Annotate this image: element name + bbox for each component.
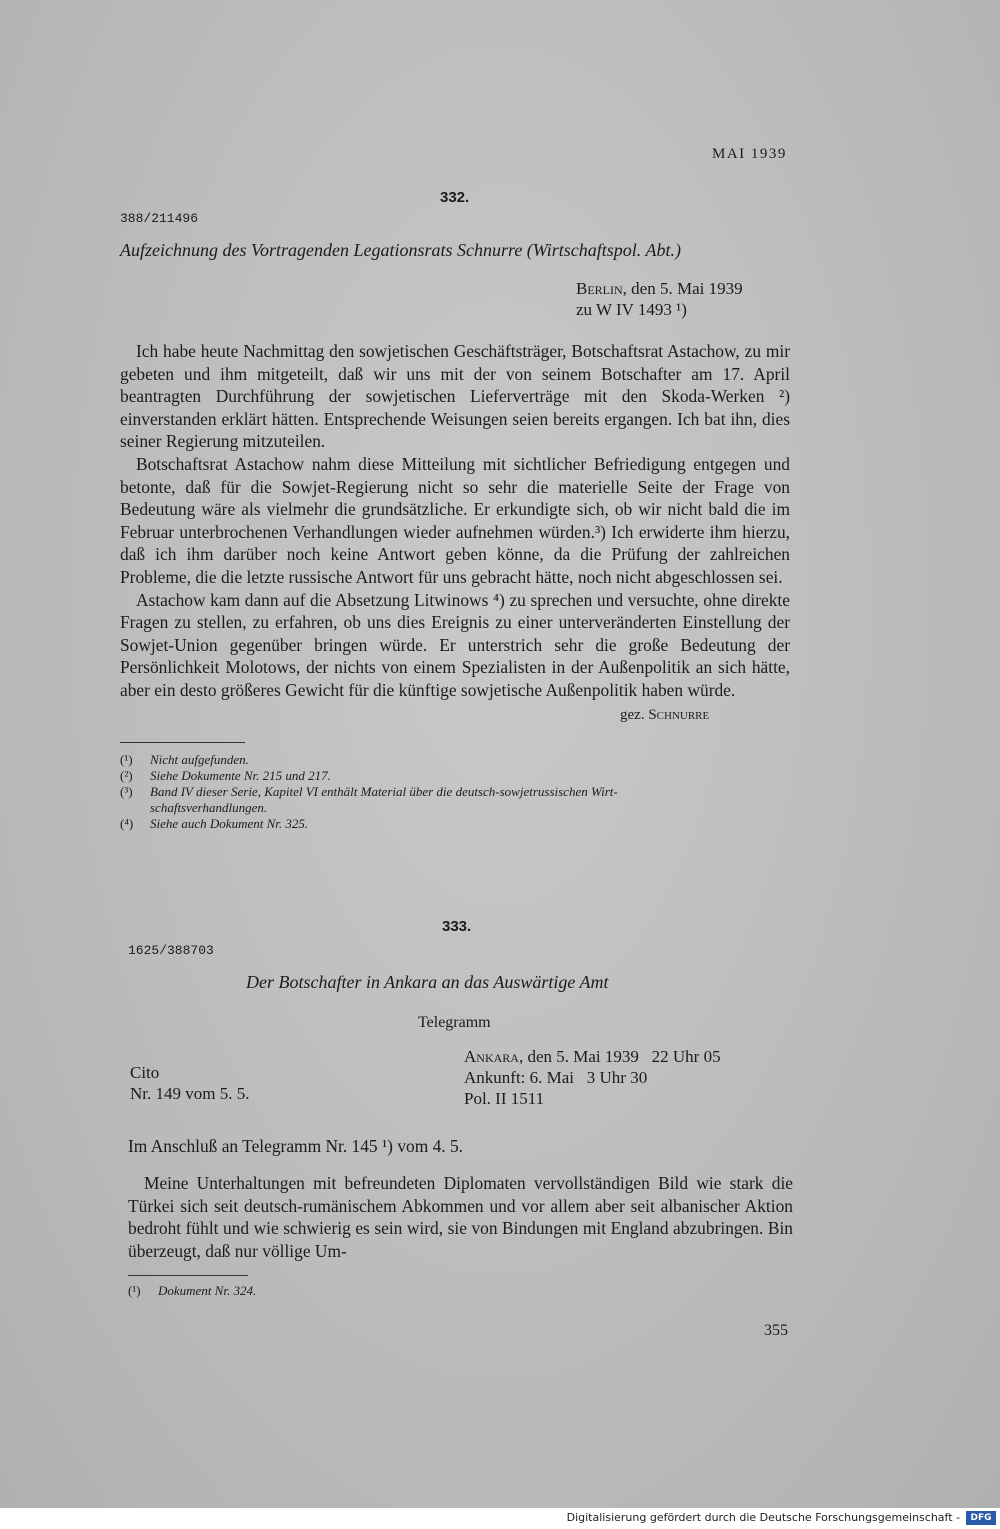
place-date: , den 5. Mai 1939 [622, 279, 743, 298]
footnote-divider [120, 742, 245, 743]
priority-cito: Cito [130, 1063, 160, 1082]
document-type: Telegramm [418, 1014, 491, 1031]
footnote-2: (²) Siehe Dokumente Nr. 215 und 217. [120, 768, 331, 783]
dfg-credit: Digitalisierung gefördert durch die Deutsche Forschungsgemeinschaft - [566, 1511, 960, 1524]
page-number: 355 [764, 1322, 788, 1339]
signature-name: Schnurre [648, 707, 710, 723]
footnote-3: (³) Band IV dieser Serie, Kapitel VI enthält Material über die deutsch-sowjetrussischen Wirt- [120, 784, 618, 799]
place-city: Ankara [464, 1047, 519, 1066]
document-title-332: Aufzeichnung des Vortragenden Legationsrats Schnurre (Wirtschaftspol. Abt.) [120, 240, 681, 260]
document-title-333: Der Botschafter in Ankara an das Auswärtige Amt [246, 972, 609, 992]
footnotes-333 [128, 1283, 528, 1299]
telegram-priority [130, 1062, 249, 1104]
footnote-3-continuation: schaftsverhandlungen. [150, 800, 268, 815]
archive-reference-332: 388/211496 [120, 211, 199, 226]
document-number-332: 332. [440, 189, 470, 206]
body-text-333 [128, 1172, 793, 1262]
footnote-4: (⁴) Siehe auch Dokument Nr. 325. [120, 816, 309, 831]
pol-reference: Pol. II 1511 [464, 1089, 545, 1108]
dfg-logo: DFG [966, 1511, 996, 1525]
paragraph: Botschaftsrat Astachow nahm diese Mitteilung mit sichtlicher Befriedigung entgegen und betonte, daß für die Sowjet-Regierung nicht so sehr die materielle Seite der Frage von Bedeutung wäre als vielmehr die grundsätzliche. Er erkundigte sich, ob wir nicht bald die im Februar unterbrochenen Verhandlungen wieder aufnehmen würden.³) Ich erwiderte ihm hierzu, daß ich ihm darüber noch keine Antwort geben könne, da die Prüfung der zahlreichen Probleme, die die letzte russische Antwort für uns gebracht hätte, noch nicht abgeschlossen sei. [120, 453, 790, 587]
paragraph: Meine Unterhaltungen mit befreundeten Diplomaten vervollständigen Bild wie stark die Türkei sich seit deutsch-rumänischem Abkommen und vor allem aber seit albanischer Aktion bedroht fühlt und wie schwierig es sein wird, sie von Bindungen mit England abzubringen. Bin überzeugt, daß nur völlige Um- [128, 1173, 793, 1261]
lead-line-333: Im Anschluß an Telegramm Nr. 145 ¹) vom 4. 5. [128, 1136, 464, 1156]
body-text-332 [120, 340, 790, 702]
running-head: MAI 1939 [712, 146, 787, 162]
archive-reference-333: 1625/388703 [128, 943, 214, 958]
paragraph: Astachow kam dann auf die Absetzung Litwinows ⁴) zu sprechen und versuchte, ohne direkte Fragen zu stellen, zu erfahren, ob uns dies Ereignis zu einer unterveränderten Einstellung der Sowjet-Union gegenüber bringen würde. Er unterstrich sehr die große Bedeutung der Persönlichkeit Molotows, der nichts von einem Spezialisten in der Außenpolitik an sich hätte, aber ein desto größeres Gewicht für die künftige sowjetische Außenpolitik haben würde. [120, 589, 790, 700]
footnote-1: (¹) Dokument Nr. 324. [128, 1283, 257, 1298]
paragraph: Ich habe heute Nachmittag den sowjetischen Geschäftsträger, Botschaftsrat Astachow, zu mir gebeten und ihm mitgeteilt, daß wir uns mit der von seinem Botschafter am 17. April beantragten Durchführung der sowjetischen Lieferverträge mit den Skoda-Werken ²) einverstanden erklärt hätten. Entsprechende Weisungen seien bereits ergangen. Ich bat ihn, dies seiner Regierung mitzuteilen. [120, 341, 790, 452]
footnotes-332 [120, 752, 800, 832]
place-city: Berlin [576, 279, 623, 298]
footnote-1: (¹) Nicht aufgefunden. [120, 752, 249, 767]
signature-332 [620, 707, 709, 724]
dateline-332 [576, 278, 796, 320]
digitization-footer [0, 1508, 1000, 1529]
file-reference: zu W IV 1493 ¹) [576, 300, 687, 319]
document-number-333: 333. [442, 918, 472, 935]
telegram-number: Nr. 149 vom 5. 5. [130, 1084, 250, 1103]
place-date: , den 5. Mai 1939 22 Uhr 05 [518, 1047, 721, 1066]
dateline-333 [464, 1046, 804, 1109]
signature-prefix: gez. [620, 707, 649, 723]
arrival-time: Ankunft: 6. Mai 3 Uhr 30 [464, 1068, 648, 1087]
footnote-divider [128, 1275, 248, 1276]
